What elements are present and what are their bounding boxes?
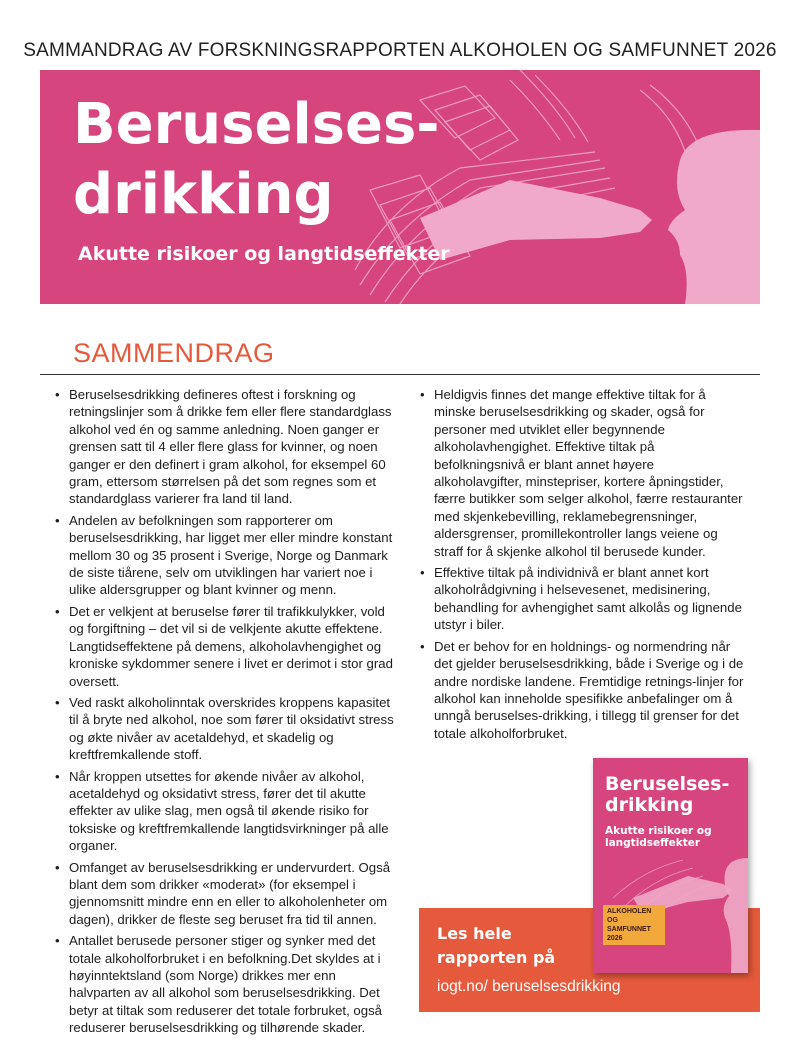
cta-line2: rapporten på [437,948,556,967]
left-column [50,386,395,1041]
cover-title-line1: Beruselses- [605,773,730,795]
right-column [415,386,745,746]
list-item: • Effektive tiltak på individnivå er blant annet kort alkoholrådgivning i helsevesenet, medisinering, behandling for avhengighet samt alkolås og lignende utstyr i biler. [434,564,745,634]
right-bullet-list [415,386,745,742]
summary-heading: SAMMENDRAG [73,338,275,368]
left-bullet-list [50,386,395,1037]
list-item: • Beruselsesdrikking defineres oftest i forskning og retningslinjer som å drikke fem eller flere standardglass alkohol ved én og samme anledning. Noen ganger er grensen satt til 4 eller flere glass for kvinner, og noen ganger er den definert i gram alkohol, for eksempel 60 gram, ettersom størrelsen på det som regnes som et standardglass varierer fra land til land. [69,386,395,508]
list-item: • Det er velkjent at beruselse fører til trafikkulykker, vold og forgiftning – det vil si de velkjente akutte effektene. Langtidseffektene på demens, alkoholavhengighet og kroniske sykdommer senere i livet er derimot i stor grad oversett. [69,603,395,690]
header-title: SAMMANDRAG AV FORSKNINGSRAPPORTEN ALKOHOLEN OG SAMFUNNET 2026 [23,40,777,61]
cover-badge: ALKOHOLEN OG SAMFUNNET 2026 [603,905,665,945]
banner-title [73,90,440,230]
banner-title-line1: Beruselses- [73,92,440,157]
cta-line1: Les hele [437,924,512,943]
title-banner [40,70,760,304]
report-link[interactable]: iogt.no/ beruselsesdrikking [437,978,621,995]
list-item: • Ved raskt alkoholinntak overskrides kroppens kapasitet til å bryte ned alkohol, noe som fører til oksidativt stress og økte nivåer av acetaldehyd, et skadelig og kreftfremkallende stoff. [69,694,395,764]
cover-subtitle: Akutte risikoer og langtidseffekter [605,825,712,849]
list-item: • Omfanget av beruselsesdrikking er undervurdert. Også blant dem som drikker «moderat» (for eksempel i gjennomsnitt mindre enn en eller to alkoholenheter om dagen), drikker de fleste seg beruset fra tid til annen. [69,859,395,929]
report-cover-image [593,758,748,973]
cover-title [605,774,729,816]
heading-divider [40,374,760,375]
list-item: • Når kroppen utsettes for økende nivåer av alkohol, acetaldehyd og oksidativt stress, fører det til akutte effekter av ulike slag, men også til økende risiko for toksiske og kreftfremkallende langtidsvirkninger på alle organer. [69,768,395,855]
list-item: • Antallet berusede personer stiger og synker med det totale alkoholforbruket i en befolkning.Det skyldes at i høyinntektsland (som Norge) drikkes mer enn halvparten av all alkohol som beruselsesdrikking. Det betyr at tiltak som reduserer det totale forbruket, også reduserer beruselsesdrikking og tilhørende skader. [69,932,395,1036]
list-item: • Heldigvis finnes det mange effektive tiltak for å minske beruselsesdrikking og skader, også for personer med utviklet eller begynnende alkoholavhengighet. Effektive tiltak på befolkningsnivå er blant annet høyere alkoholavgifter, minstepriser, kortere åpningstider, færre butikker som selger alkohol, færre restauranter med skjenkebevilling, reklamebegrensninger, aldersgrenser, promillekontroller langs veiene og straff for å skjenke alkohol til berusede kunder. [434,386,745,560]
list-item: • Det er behov for en holdnings- og normendring når det gjelder beruselsesdrikking, både i Sverige og i de andre nordiske landene. Fremtidige retnings-linjer for alkohol kan inneholde spesifikke anbefalinger om å unngå beruselses-drikking, i tillegg til grenser for det totale alkoholforbruket. [434,638,745,742]
list-item: • Andelen av befolkningen som rapporterer om beruselsesdrikking, har ligget mer eller mindre konstant mellom 30 og 35 prosent i Sverige, Norge og Danmark de siste tiårene, selv om utviklingen har variert noe i ulike aldersgrupper og blant kvinner og menn. [69,512,395,599]
banner-subtitle: Akutte risikoer og langtidseffekter [78,243,450,265]
cover-title-line2: drikking [605,794,694,816]
banner-title-line2: drikking [73,162,334,227]
